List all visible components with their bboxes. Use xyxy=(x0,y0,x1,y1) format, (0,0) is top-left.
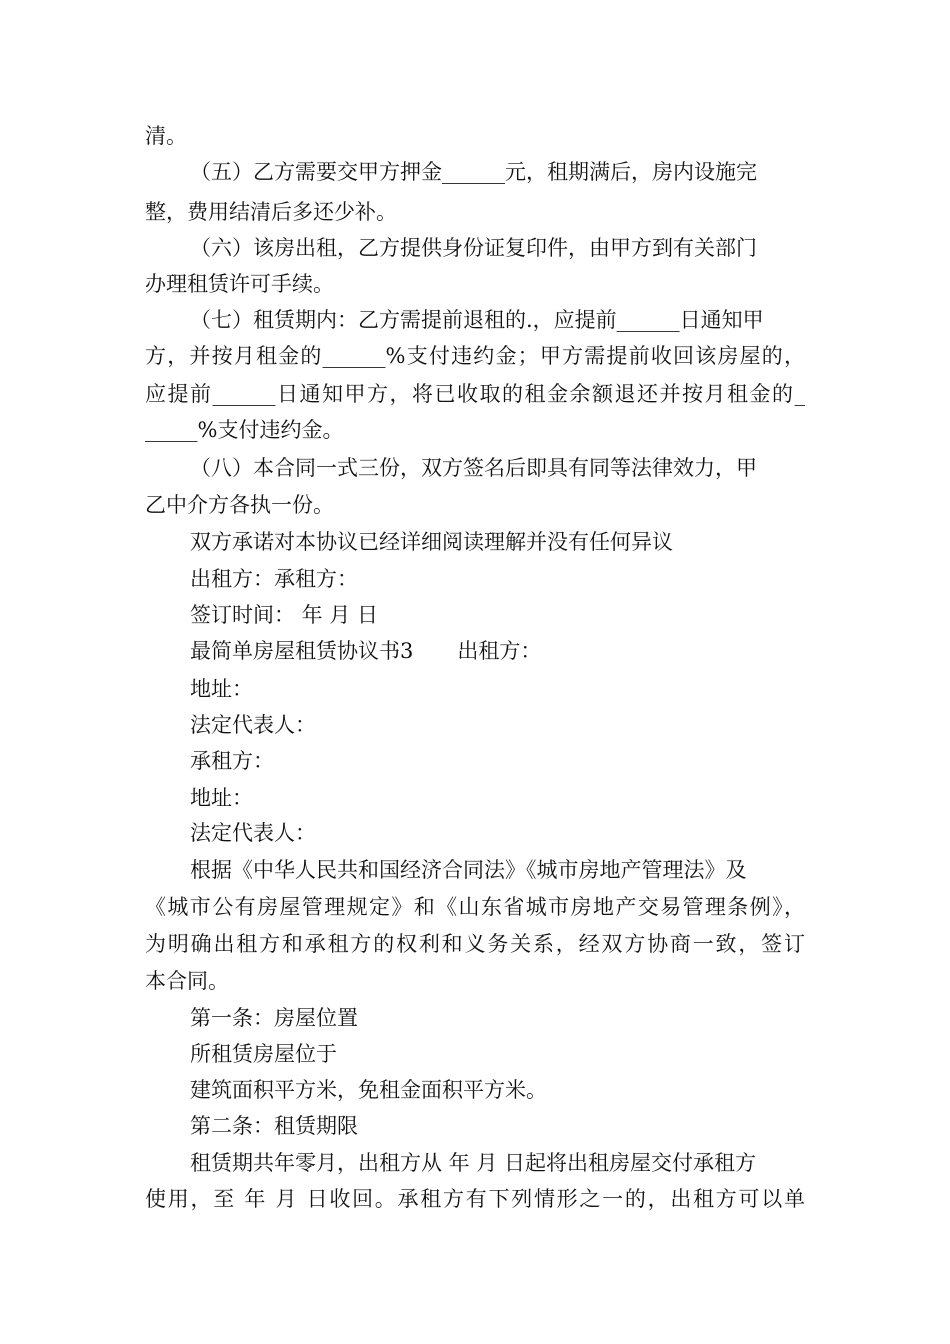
text-line: 办理租赁许可手续。 xyxy=(145,272,334,296)
text-line xyxy=(190,636,541,666)
text-line: 签订时间： 年 月 日 xyxy=(190,603,379,627)
text-line: 为明确出租方和承租方的权利和义务关系，经双方协商一致，签订 xyxy=(145,932,805,956)
text-line: 地址： xyxy=(190,786,253,810)
text-line: 双方承诺对本协议已经详细阅读理解并没有任何异议 xyxy=(190,530,673,554)
text-line: 清。 xyxy=(145,124,187,148)
text-line: 法定代表人： xyxy=(190,821,316,845)
text-line: 租赁期共年零月，出租方从 年 月 日起将出租房屋交付承租方 xyxy=(190,1151,757,1175)
text-line: 整，费用结清后多还少补。 xyxy=(145,200,397,224)
text-line: 建筑面积平方米，免租金面积平方米。 xyxy=(190,1078,547,1102)
text-line: （八）本合同一式三份，双方签名后即具有同等法律效力，甲 xyxy=(190,456,757,480)
document-title: 最简单房屋租赁协议书3 xyxy=(190,639,414,663)
text-line: 乙中介方各执一份。 xyxy=(145,493,334,517)
text-line: 地址： xyxy=(190,677,253,701)
text-line: 应提前______日通知甲方，将已收取的租金余额退还并按月租金的_ xyxy=(145,382,805,406)
text-line: 《城市公有房屋管理规定》和《山东省城市房地产交易管理条例》， xyxy=(145,895,805,919)
text-line: （六）该房出租，乙方提供身份证复印件，由甲方到有关部门 xyxy=(190,236,757,260)
text-line: 第二条：租赁期限 xyxy=(190,1114,358,1138)
text-line: 本合同。 xyxy=(145,969,229,993)
text-line: 第一条：房屋位置 xyxy=(190,1006,358,1030)
text-line: 根据《中华人民共和国经济合同法》《城市房地产管理法》及 xyxy=(190,858,747,882)
text-line: 所租赁房屋位于 xyxy=(190,1042,337,1066)
text-line: （五）乙方需要交甲方押金______元，租期满后，房内设施完 xyxy=(190,160,757,184)
text-line: _____%支付违约金。 xyxy=(145,418,344,442)
text-line: 承租方： xyxy=(190,749,274,773)
text-line: （七）租赁期内：乙方需提前退租的.，应提前______日通知甲 xyxy=(190,308,764,332)
text-line: 方，并按月租金的______%支付违约金；甲方需提前收回该房屋的， xyxy=(145,344,805,368)
lessor-label: 出租方： xyxy=(457,639,542,663)
text-line: 法定代表人： xyxy=(190,713,316,737)
text-line: 出租方：承租方： xyxy=(190,567,358,591)
text-line: 使用，至 年 月 日收回。承租方有下列情形之一的，出租方可以单 xyxy=(145,1187,805,1211)
